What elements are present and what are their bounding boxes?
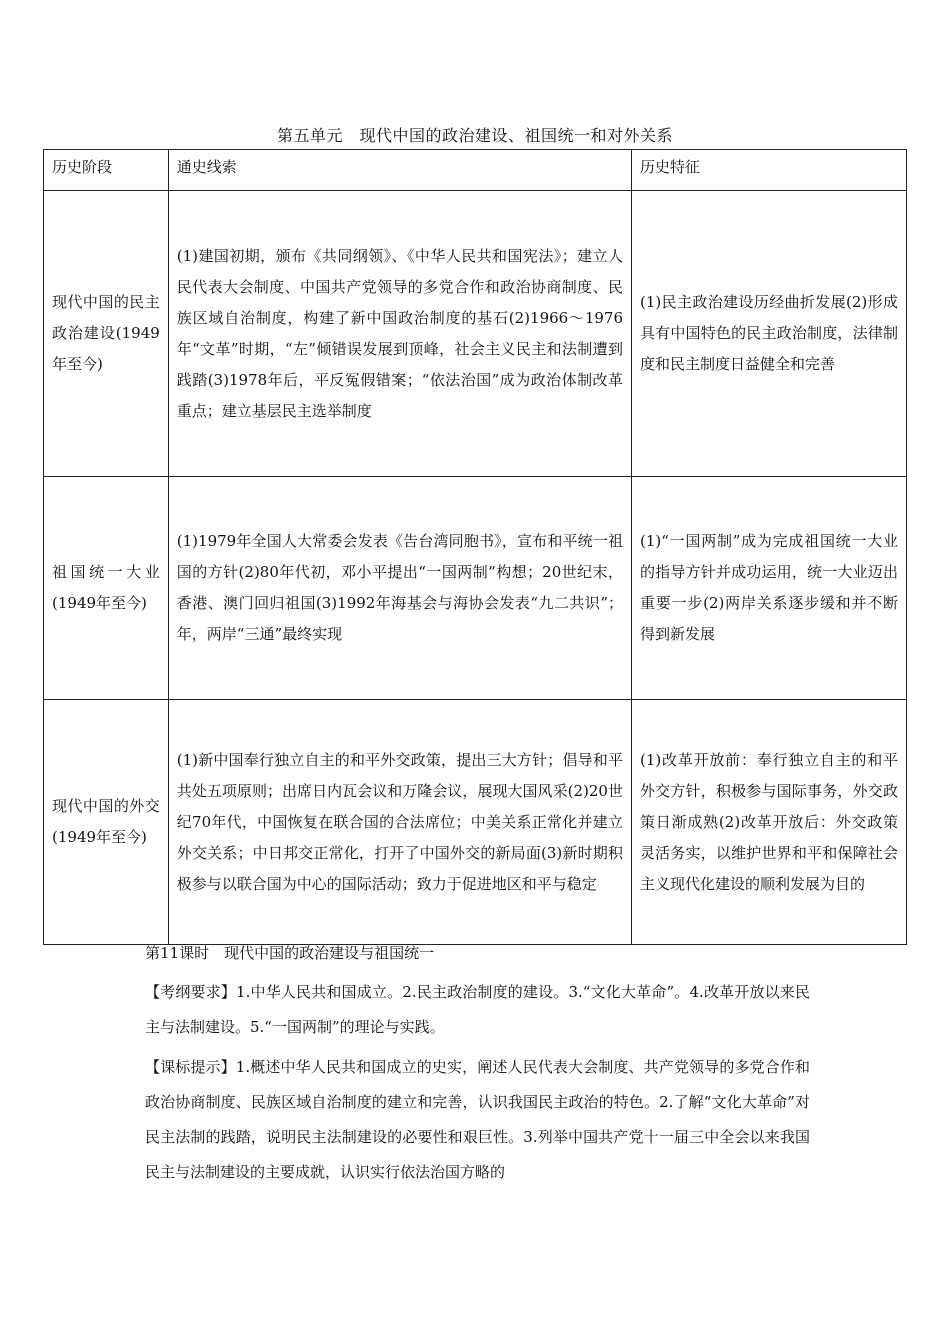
curriculum-paragraph xyxy=(145,1050,810,1190)
outline-tag: 【考纲要求】 xyxy=(145,983,237,1001)
clues-cell: (1)1979年全国人大常委会发表《告台湾同胞书》，宣布和平统一祖国的方针(2)80年代初，邓小平提出“一国两制”构想；20世纪末，香港、澳门回归祖国(3)1992年海基会与海协会发表“九二共识”；年，两岸“三通”最终实现 xyxy=(168,477,631,700)
features-cell: (1)民主政治建设历经曲折发展(2)形成具有中国特色的民主政治制度，法律制度和民主制度日益健全和完善 xyxy=(632,191,907,477)
header-clues: 通史线索 xyxy=(168,150,631,191)
table-row xyxy=(44,477,907,700)
lesson-title: 第11课时 现代中国的政治建设与祖国统一 xyxy=(145,944,435,962)
curriculum-tag: 【课标提示】 xyxy=(145,1058,236,1076)
clues-cell: (1)建国初期，颁布《共同纲领》、《中华人民共和国宪法》；建立人民代表大会制度、中国共产党领导的多党合作和政治协商制度、民族区域自治制度，构建了新中国政治制度的基石(2)1966～1976年“文革”时期，“左”倾错误发展到顶峰，社会主义民主和法制遭到践踏(3)1978年后，平反冤假错案；“依法治国”成为政治体制改革重点；建立基层民主选举制度 xyxy=(168,191,631,477)
stage-cell: 现代中国的民主政治建设(1949年至今) xyxy=(44,191,169,477)
stage-cell: 祖国统一大业(1949年至今) xyxy=(44,477,169,700)
features-cell: (1)“一国两制”成为完成祖国统一大业的指导方针并成功运用，统一大业迈出重要一步(2)两岸关系逐步缓和并不断得到新发展 xyxy=(632,477,907,700)
outline-paragraph xyxy=(145,975,810,1045)
outline-text: 1.中华人民共和国成立。2.民主政治制度的建设。3.“文化大革命”。4.改革开放以来民主与法制建设。5.“一国两制”的理论与实践。 xyxy=(145,983,810,1036)
table-header-row xyxy=(44,150,907,191)
curriculum-text: 1.概述中华人民共和国成立的史实，阐述人民代表大会制度、共产党领导的多党合作和政治协商制度、民族区域自治制度的建立和完善，认识我国民主政治的特色。2.了解“文化大革命”对民主法制的践踏，说明民主法制建设的必要性和艰巨性。3.列举中国共产党十一届三中全会以来我国民主与法制建设的主要成就，认识实行依法治国方略的 xyxy=(145,1058,810,1181)
clues-cell: (1)新中国奉行独立自主的和平外交政策，提出三大方针；倡导和平共处五项原则；出席日内瓦会议和万隆会议，展现大国风采(2)20世纪70年代，中国恢复在联合国的合法席位；中美关系正常化并建立外交关系；中日邦交正常化，打开了中国外交的新局面(3)新时期积极参与以联合国为中心的国际活动；致力于促进地区和平与稳定 xyxy=(168,700,631,945)
header-stage: 历史阶段 xyxy=(44,150,169,191)
header-features: 历史特征 xyxy=(632,150,907,191)
table-row xyxy=(44,700,907,945)
table-row xyxy=(44,191,907,477)
features-cell: (1)改革开放前：奉行独立自主的和平外交方针，积极参与国际事务，外交政策日渐成熟(2)改革开放后：外交政策灵活务实，以维护世界和平和保障社会主义现代化建设的顺利发展为目的 xyxy=(632,700,907,945)
unit-title: 第五单元 现代中国的政治建设、祖国统一和对外关系 xyxy=(276,126,673,145)
summary-table xyxy=(43,149,907,945)
stage-cell: 现代中国的外交(1949年至今) xyxy=(44,700,169,945)
